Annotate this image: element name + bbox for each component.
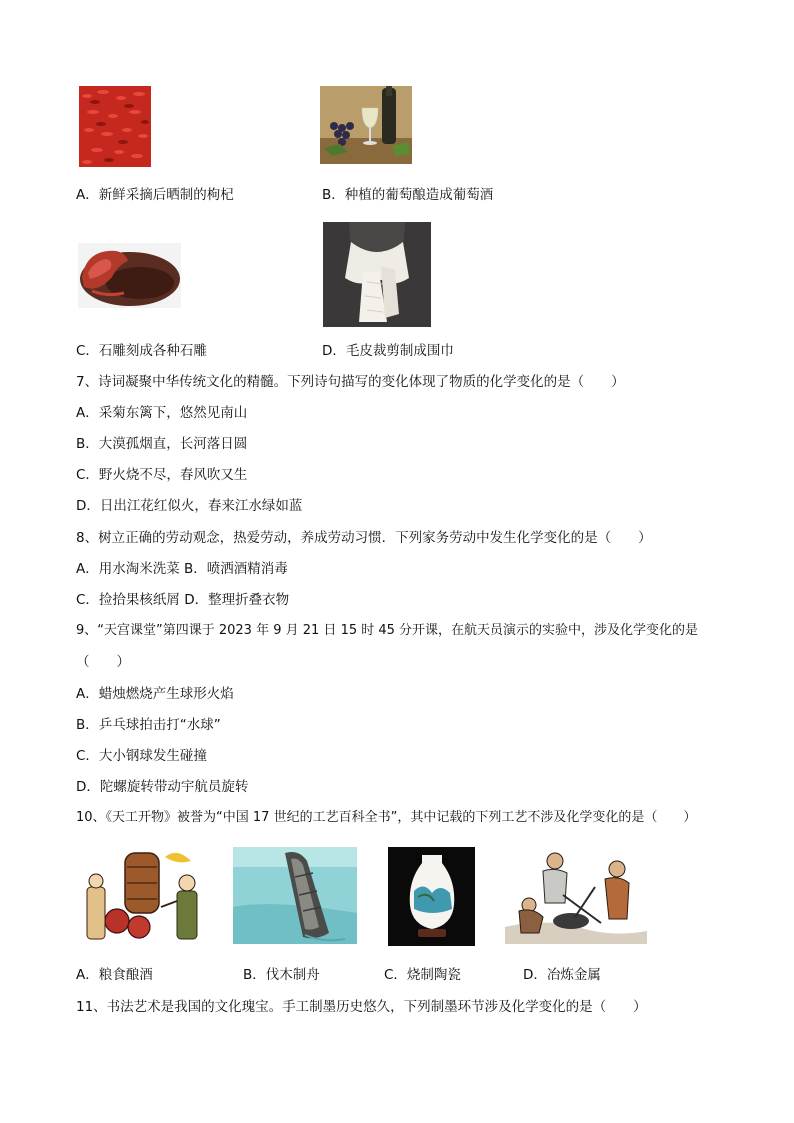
metal-smelting-image [505,847,647,944]
q9-stem-continued: （ ） [76,654,130,670]
q10-option-d: D．冶炼金属 [523,967,601,983]
q9-option-b: B．乒乓球拍击打“水球” [76,717,221,733]
wooden-boat-image [233,847,357,944]
q8-option-ab: A．用水淘米洗菜 B．喷洒酒精消毒 [76,561,288,577]
q6-option-c: C．石雕刻成各种石雕 [76,343,207,359]
goji-berries-image [79,86,151,167]
q8-option-cd: C．捡拾果核纸屑 D．整理折叠衣物 [76,592,290,608]
q9-option-a: A．蜡烛燃烧产生球形火焰 [76,686,234,702]
q8-stem: 8、树立正确的劳动观念，热爱劳动，养成劳动习惯．下列家务劳动中发生化学变化的是（ ） [76,530,652,546]
q10-option-b: B．伐木制舟 [243,967,320,983]
wine-brewing-image [81,847,212,944]
wine-grapes-image [320,86,412,164]
q10-option-c: C．烧制陶瓷 [384,967,461,983]
q6-option-d: D．毛皮裁剪制成围巾 [322,343,454,359]
q7-option-d: D．日出江花红似火，春来江水绿如蓝 [76,498,303,514]
porcelain-vase-image [388,847,475,946]
q7-stem: 7、诗词凝聚中华传统文化的精髓。下列诗句描写的变化体现了物质的化学变化的是（ ） [76,374,625,390]
q9-option-d: D．陀螺旋转带动宇航员旋转 [76,779,249,795]
q10-option-a: A．粮食酿酒 [76,967,153,983]
q6-option-b: B．种植的葡萄酿造成葡萄酒 [322,187,494,203]
q6-option-a: A．新鲜采摘后晒制的枸杞 [76,187,234,203]
q9-stem: 9、“天宫课堂”第四课于 2023 年 9 月 21 日 15 时 45 分开课，在航天员演示的实验中，涉及化学变化的是 [76,623,699,638]
q11-stem: 11、书法艺术是我国的文化瑰宝。手工制墨历史悠久，下列制墨环节涉及化学变化的是（ ） [76,999,647,1015]
q9-option-c: C．大小钢球发生碰撞 [76,748,207,764]
stone-carving-image [78,243,181,308]
fur-scarf-image [323,222,431,327]
q7-option-a: A．采菊东篱下，悠然见南山 [76,405,248,421]
q10-stem: 10、《天工开物》被誉为“中国 17 世纪的工艺百科全书”，其中记载的下列工艺不涉及化学变化的是（ ） [76,810,697,825]
q7-option-c: C．野火烧不尽，春风吹又生 [76,467,248,483]
q7-option-b: B．大漠孤烟直，长河落日圆 [76,436,248,452]
